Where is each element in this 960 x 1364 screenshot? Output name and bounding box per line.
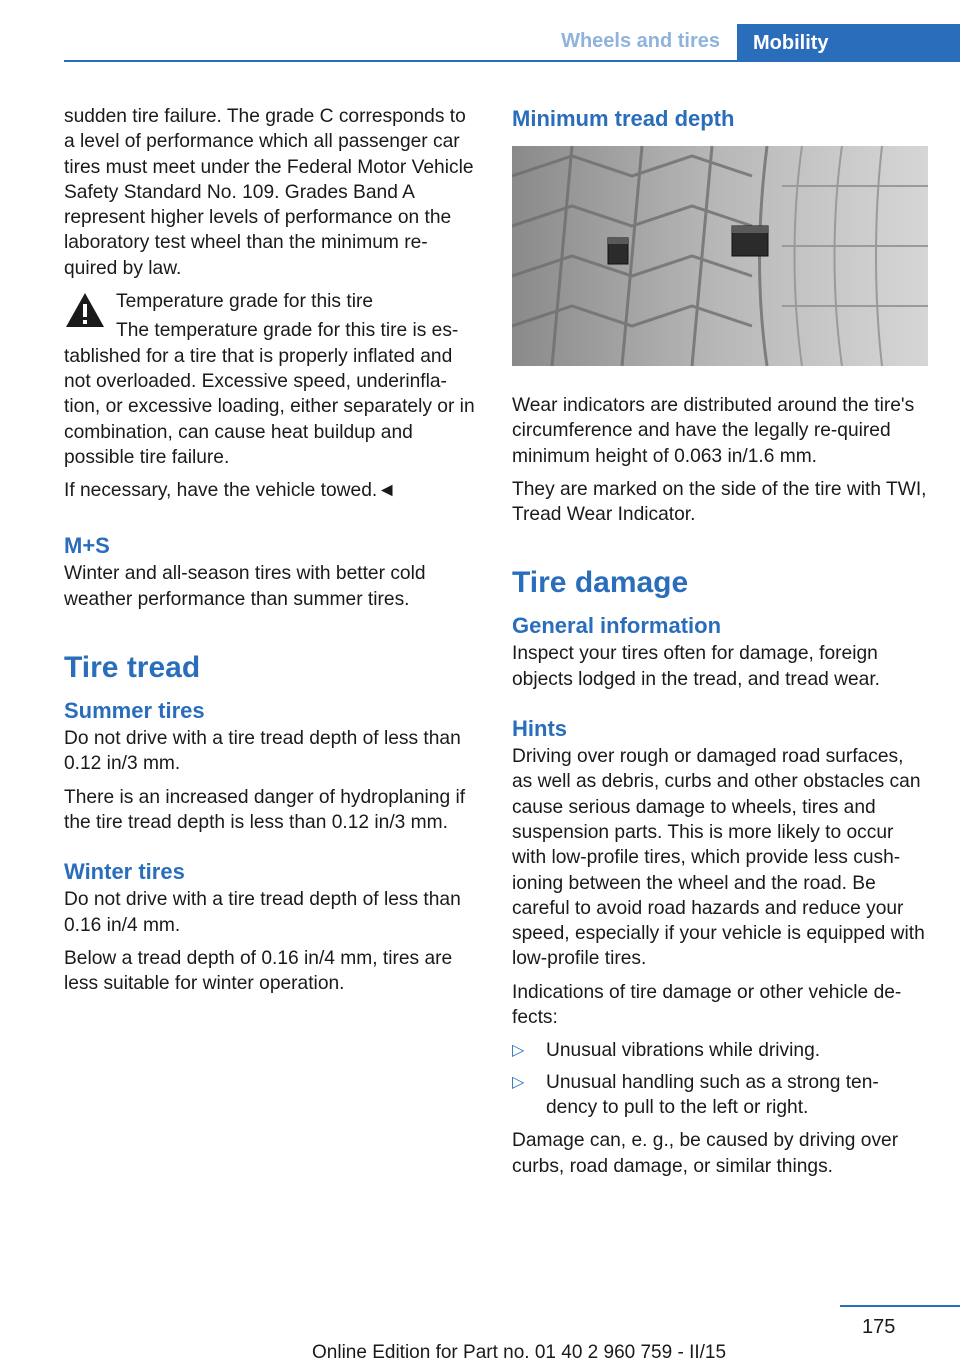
summer-text-2: There is an increased danger of hydroplaning if the tire tread depth is less than 0.12 in/3 mm.: [64, 786, 466, 833]
triangle-bullet-icon: ▷: [512, 1073, 525, 1091]
list-item-text: Unusual handling such as a strong ten-dency to pull to the left or right.: [546, 1071, 879, 1118]
header-section-title: Wheels and tires: [561, 30, 720, 52]
tread-wear-indicator-figure: [512, 146, 928, 366]
warning-icon: [64, 291, 106, 329]
warning-end: If necessary, have the vehicle towed.◄: [64, 480, 397, 502]
winter-text-2: Below a tread depth of 0.16 in/4 mm, tires are less suitable for winter operation.: [64, 947, 453, 995]
tire-damage-heading: Tire damage: [512, 566, 689, 600]
general-info-text: Inspect your tires often for damage, foreign objects lodged in the tread, and tread wear.: [512, 643, 881, 690]
winter-text-1: Do not drive with a tire tread depth of less than 0.16 in/4 mm.: [64, 889, 461, 936]
header-rule: [64, 60, 960, 62]
min-tread-heading: Minimum tread depth: [512, 106, 735, 131]
warning-title: Temperature grade for this tire: [116, 291, 374, 313]
header-chapter-tab: Mobility: [737, 24, 960, 62]
warning-body: [64, 318, 480, 470]
indications-text: Indications of tire damage or other vehicle de-fects:: [512, 981, 902, 1029]
damage-indications-list: [512, 1038, 928, 1120]
list-item: [512, 1038, 928, 1063]
general-info-heading: General information: [512, 613, 722, 639]
intro-paragraph: sudden tire failure. The grade C corresponds to a level of performance which all passenger car tires must meet under the Federal Motor Vehicle Safety Standard No. 109. Grades Band A represent higher levels of performance on the laboratory test wheel than the minimum re-quired by law.: [64, 106, 474, 279]
winter-tires-heading: Winter tires: [64, 859, 185, 885]
footer-rule: [840, 1305, 960, 1307]
tire-tread-heading: Tire tread: [64, 651, 201, 685]
page-number: 175: [862, 1316, 896, 1338]
list-item-text: Unusual vibrations while driving.: [546, 1040, 821, 1062]
min-tread-text-2: They are marked on the side of the tire with TWI, Tread Wear Indicator.: [512, 478, 927, 526]
hints-heading: Hints: [512, 716, 567, 742]
summer-text-1: Do not drive with a tire tread depth of less than 0.12 in/3 mm.: [64, 728, 461, 775]
list-item: [512, 1070, 928, 1121]
right-column: [512, 104, 928, 1187]
ms-text: Winter and all-season tires with better cold weather performance than summer tires.: [64, 563, 426, 610]
left-column: [64, 104, 480, 1004]
triangle-bullet-icon: ▷: [512, 1042, 525, 1060]
edition-text: Online Edition for Part no. 01 40 2 960 759 - II/15: [312, 1342, 727, 1363]
warning-body-text: The temperature grade for this tire is es-tablished for a tire that is properly inflated and not overloaded. Excessive speed, underinfla-tion, or excessive loading, either separately or in combination, can cause heat buildup and possible tire failure.: [64, 320, 475, 468]
ms-heading: M+S: [64, 533, 110, 559]
warning-block: [64, 289, 480, 314]
hints-text: Driving over rough or damaged road surfaces, as well as debris, curbs and other obstacles can cause serious damage to wheels, tires and suspension parts. This is more likely to occur with low-profile tires, which provide less cush-ioning between the wheel and the road. Be careful to avoid road hazards and reduce your speed, especially if your vehicle is equipped with low-profile tires.: [512, 746, 925, 970]
summer-tires-heading: Summer tires: [64, 698, 205, 724]
min-tread-text-1: Wear indicators are distributed around the tire's circumference and have the legally re-quired minimum height of 0.063 in/1.6 mm.: [512, 395, 915, 467]
damage-causes-text: Damage can, e. g., be caused by driving over curbs, road damage, or similar things.: [512, 1130, 899, 1177]
